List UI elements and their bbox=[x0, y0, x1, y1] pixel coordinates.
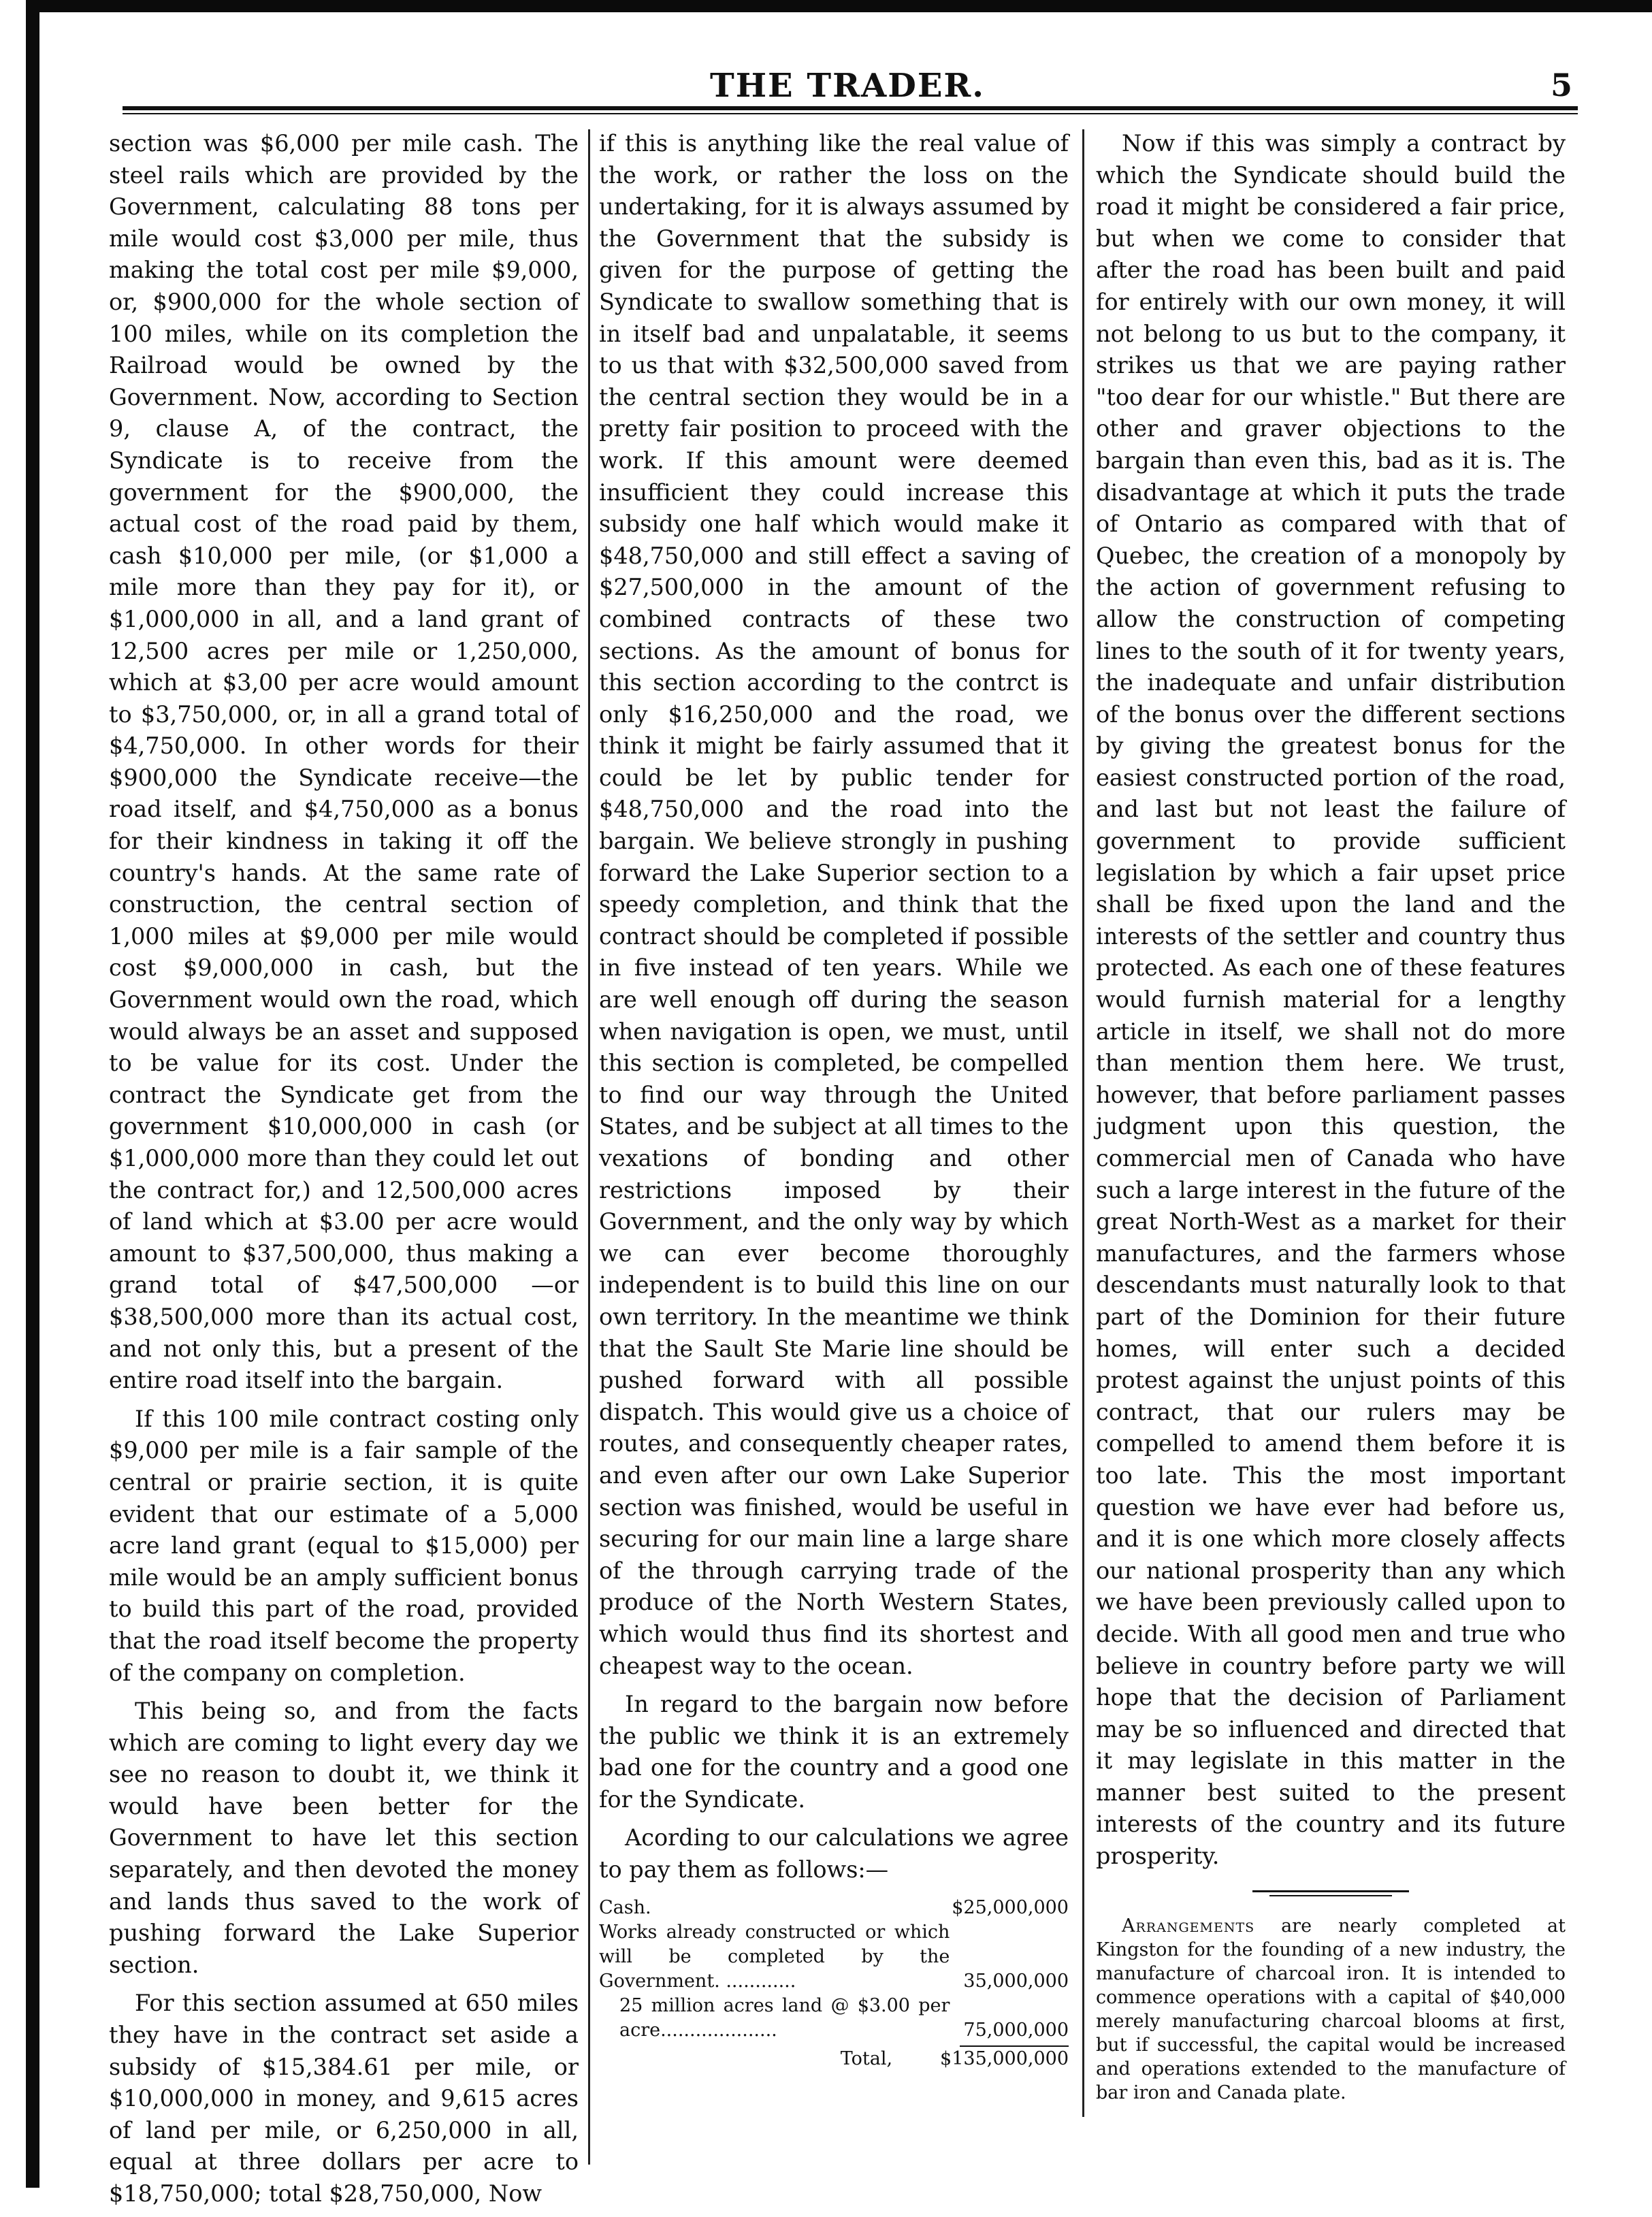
paragraph: section was $6,000 per mile cash. The steel rails which are provided by the Government, calculating 88 tons per mile would cost $3,000 per mile, thus making the total cost per mile $9,000, or, $900,000 for the whole section of 100 miles, while on its completion the Railroad would be owned by the Government. Now, according to Section 9, clause A, of the contract, the Syndicate is to receive from the government for the $900,000, the actual cost of the road paid by them, cash $10,000 per mile, (or $1,000 a mile more than they pay for it), or $1,000,000 in all, and a land grant of 12,500 acres per mile or 1,250,000, which at $3,00 per acre would amount to $3,750,000, or, in all a grand total of $4,750,000. In other words for their $900,000 the Syndicate receive—the road itself, and $4,750,000 as a bonus for their kindness in taking it off the country's hands. At the same rate of construction, the central section of 1,000 miles at $9,000 per mile would cost $9,000,000 in cash, but the Government would own the road, which would always be an asset and supposed to be value for its cost. Under the contract the Syndicate get from the government $10,000,000 in cash (or $1,000,000 more than they could let out the contract for,) and 12,500,000 acres of land which at $3.00 per acre would amount to $37,500,000, thus making a grand total of $47,500,000 —or $38,500,000 more than its actual cost, and not only this, but a present of the entire road itself into the bargain. bbox=[109, 130, 579, 1394]
paragraph: This being so, and from the facts which are coming to light every day we see no reason to doubt it, we think it would have been better for the Government to have let this section separately, and then devoted the money and lands thus saved to the work of pushing forward the Lake Superior section. bbox=[109, 1698, 579, 1978]
payment-table bbox=[599, 1896, 1069, 2071]
article-column-2 bbox=[599, 128, 1069, 2071]
table-total-row bbox=[599, 2047, 1069, 2071]
section-rule bbox=[1252, 1890, 1409, 1892]
row-amount: $25,000,000 bbox=[952, 1896, 1069, 1918]
header-rule-thin bbox=[123, 113, 1578, 114]
table-row bbox=[599, 1920, 1069, 1994]
notice-lead: Arrangements bbox=[1122, 1915, 1255, 1937]
row-label: 25 million acres land @ $3.00 per acre.................... bbox=[619, 1994, 950, 2041]
paragraph: Now if this was simply a contract by which the Syndicate should build the road it might be considered a fair price, but when we come to consider that after the road has been built and paid for entirely with our own money, it will not belong to us but to the company, it strikes us that we are paying rather "too dear for our whistle." But there are other and graver objections to the bargain than even this, bad as it is. The disadvantage at which it puts the trade of Ontario as compared with that of Quebec, the creation of a monopoly by the action of government refusing to allow the construction of competing lines to the south of it for twenty years, the inadequate and unfair distribution of the bonus over the different sections by giving the greatest bonus for the easiest constructed portion of the road, and last but not least the failure of government to provide sufficient legislation by which a fair upset price shall be fixed upon the land and the interests of the settler and country thus protected. As each one of these features would furnish material for a lengthy article in itself, we shall not do more than mention them here. We trust, however, that before parliament passes judgment upon this question, the commercial men of Canada who have such a large interest in the future of the great North-West as a market for their manufactures, and the farmers whose descendants must naturally look to that part of the Dominion for their future homes, will enter such a decided protest against the unjust points of this contract, that our rulers may be compelled to amend them before it is too late. This the most important question we have ever had before us, and it is one which more closely affects our national prosperity than any which we have been previously called upon to decide. With all good men and true who believe in country before party we will hope that the decision of Parliament may be so influenced and directed that it may legislate in this matter in the manner best suited to the present interests of the country and its future prosperity. bbox=[1096, 130, 1566, 1870]
column-divider bbox=[588, 129, 590, 2165]
news-notice bbox=[1096, 1914, 1566, 2105]
article-column-3 bbox=[1096, 128, 1566, 2111]
section-rule-thin bbox=[1269, 1895, 1392, 1896]
column-divider bbox=[1082, 129, 1084, 2117]
table-row bbox=[599, 1896, 1069, 1920]
paragraph: If this 100 mile contract costing only $9,000 per mile is a fair sample of the central or prairie section, it is quite evident that our estimate of a 5,000 acre land grant (equal to $15,000) per mile would be an amply sufficient bonus to build this part of the road, provided that the road itself become the property of the company on completion. bbox=[109, 1405, 579, 1686]
row-label: Cash. bbox=[599, 1896, 651, 1918]
row-amount: 75,000,000 bbox=[963, 2019, 1069, 2041]
notice-text: are nearly completed at Kingston for the founding of a new industry, the manufacture of charcoal iron. It is intended to commence operations with a capital of $40,000 merely manufacturing charcoal blooms at first, but if successful, the capital would be increased and operations extended to the manufacture of bar iron and Canada plate. bbox=[1096, 1915, 1566, 2103]
page-left-edge bbox=[26, 0, 39, 2188]
page-top-edge bbox=[26, 0, 1652, 12]
table-row bbox=[599, 1994, 1069, 2043]
masthead-title: THE TRADER. bbox=[709, 67, 986, 105]
paragraph: In regard to the bargain now before the public we think it is an extremely bad one for the country and a good one for the Syndicate. bbox=[599, 1691, 1069, 1813]
page-number: 5 bbox=[1550, 67, 1572, 103]
page-header bbox=[116, 63, 1579, 110]
total-label: Total, bbox=[840, 2048, 893, 2069]
paragraph: if this is anything like the real value of the work, or rather the loss on the undertaking, for it is always assumed by the Government that the subsidy is given for the purpose of getting the Syndicate to swallow something that is in itself bad and unpalatable, it seems to us that with $32,500,000 saved from the central section they would be in a pretty fair position to proceed with the work. If this amount were deemed insufficient they could increase this subsidy one half which would make it $48,750,000 and still effect a saving of $27,500,000 in the amount of the combined contracts of these two sections. As the amount of bonus for this section according to the contrct is only $16,250,000 and the road, we think it might be fairly assumed that it could be let by public tender for $48,750,000 and the road into the bargain. We believe strongly in pushing forward the Lake Superior section to a speedy completion, and think that the contract should be completed if possible in five instead of ten years. While we are well enough off during the season when navigation is open, we must, until this section is completed, be compelled to find our way through the United States, and be subject at all times to the vexations of bonding and other restrictions imposed by their Government, and the only way by which we can ever become thoroughly independent is to build this line on our own territory. In the meantime we think that the Sault Ste Marie line should be pushed forward with all possible dispatch. This would give us a choice of routes, and consequently cheaper rates, and even after our own Lake Superior section was finished, would be useful in securing for our main line a large share of the through carrying trade of the produce of the North Western States, which would thus find its shortest and cheapest way to the ocean. bbox=[599, 130, 1069, 1679]
article-column-1 bbox=[109, 128, 579, 2217]
header-rule bbox=[123, 106, 1578, 110]
total-amount: $135,000,000 bbox=[940, 2048, 1069, 2069]
row-amount: 35,000,000 bbox=[963, 1970, 1069, 1992]
paragraph: For this section assumed at 650 miles they have in the contract set aside a subsidy of $15,384.61 per mile, or $10,000,000 in money, and 9,615 acres of land per mile, or 6,250,000 in all, equal at three dollars per acre to $18,750,000; total $28,750,000, Now bbox=[109, 1990, 579, 2207]
row-label: Works already constructed or which will be completed by the Government. ............ bbox=[599, 1921, 950, 1992]
paragraph: Acording to our calculations we agree to pay them as follows:— bbox=[599, 1824, 1069, 1883]
